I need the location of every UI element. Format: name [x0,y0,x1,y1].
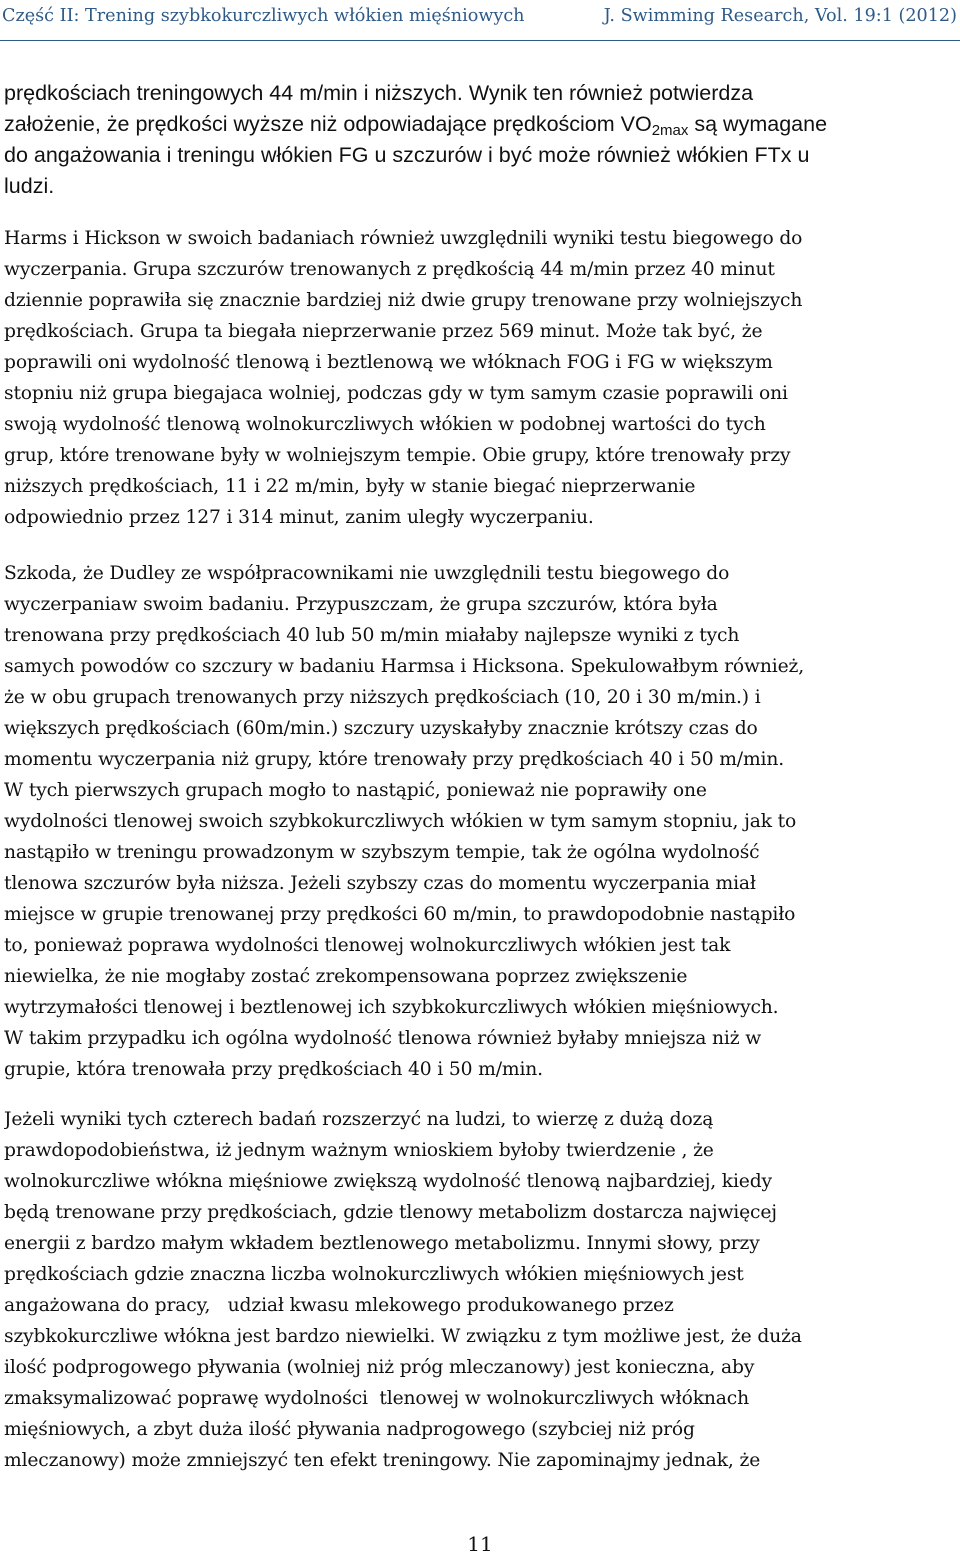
paragraph-1-line: do angażowania i treningu włókien FG u szczurów i być może również włókien FTx u [4,143,810,167]
paragraph-1 [4,78,959,202]
paragraph-4 [4,1104,959,1476]
paragraph-3-line: wydolności tlenowej swoich szybkokurczliwych włókien w tym samym stopniu, jak to [4,811,797,832]
page-number: 11 [467,1532,493,1556]
paragraph-4-line: energii z bardzo małym wkładem beztlenowego metabolizmu. Innymi słowy, przy [4,1233,760,1254]
paragraph-4-line: Jeżeli wyniki tych czterech badań rozszerzyć na ludzi, to wierzę z dużą dozą [4,1109,714,1130]
paragraph-4-line: będą trenowane przy prędkościach, gdzie tlenowy metabolizm dostarcza najwięcej [4,1202,777,1223]
paragraph-4-line: zmaksymalizować poprawę wydolności tlenowej w wolnokurczliwych włóknach [4,1388,749,1409]
header-left-title: Część II: Trening szybkokurczliwych włókien mięśniowych [2,6,525,26]
paragraph-3-line: wytrzymałości tlenowej i beztlenowej ich szybkokurczliwych włókien mięśniowych. [4,997,779,1018]
paragraph-3-line: wyczerpaniaw swoim badaniu. Przypuszczam, że grupa szczurów, która była [4,594,718,615]
running-header [2,0,957,32]
header-divider [0,40,960,41]
paragraph-3-line: Szkoda, że Dudley ze współpracownikami nie uwzględnili testu biegowego do [4,563,730,584]
paragraph-2-line: niższych prędkościach, 11 i 22 m/min, były w stanie biegać nieprzerwanie [4,476,696,497]
paragraph-3-line: to, ponieważ poprawa wydolności tlenowej wolnokurczliwych włókien jest tak [4,935,731,956]
paragraph-2-line: odpowiednio przez 127 i 314 minut, zanim uległy wyczerpaniu. [4,507,594,528]
paragraph-4-line: ilość podprogowego pływania (wolniej niż próg mleczanowy) jest konieczna, aby [4,1357,755,1378]
paragraph-1-line [4,109,959,140]
header-right-journal: J. Swimming Research, Vol. 19:1 (2012) [603,6,957,26]
paragraph-3-line: grupie, która trenowała przy prędkościach 40 i 50 m/min. [4,1059,543,1080]
paragraph-4-line: prędkościach gdzie znaczna liczba wolnokurczliwych włókien mięśniowych jest [4,1264,744,1285]
paragraph-3-line: tlenowa szczurów była niższa. Jeżeli szybszy czas do momentu wyczerpania miał [4,873,756,894]
paragraph-3-line: nastąpiło w treningu prowadzonym w szybszym tempie, tak że ogólna wydolność [4,842,760,863]
paragraph-4-line: mleczanowy) może zmniejszyć ten efekt treningowy. Nie zapominajmy jednak, że [4,1450,761,1471]
paragraph-2 [4,223,959,533]
paragraph-3 [4,558,959,1085]
paragraph-2-line: wyczerpania. Grupa szczurów trenowanych z prędkością 44 m/min przez 40 minut [4,259,775,280]
paragraph-2-line: grup, które trenowane były w wolniejszym tempie. Obie grupy, które trenowały przy [4,445,791,466]
paragraph-2-line: poprawili oni wydolność tlenową i beztlenową we włóknach FOG i FG w większym [4,352,773,373]
paragraph-2-line: dziennie poprawiła się znacznie bardziej niż dwie grupy trenowane przy wolniejszych [4,290,803,311]
paragraph-3-line: większych prędkościach (60m/min.) szczury uzyskałyby znacznie krótszy czas do [4,718,758,739]
paragraph-3-line: samych powodów co szczury w badaniu Harmsa i Hicksona. Spekulowałbym również, [4,656,804,677]
paragraph-3-line: momentu wyczerpania niż grupy, które trenowały przy prędkościach 40 i 50 m/min. [4,749,785,770]
paragraph-3-line: niewielka, że nie mogłaby zostać zrekompensowana poprzez zwiększenie [4,966,688,987]
paragraph-3-line: W tych pierwszych grupach mogło to nastąpić, ponieważ nie poprawiły one [4,780,707,801]
paragraph-3-line: trenowana przy prędkościach 40 lub 50 m/min miałaby najlepsze wyniki z tych [4,625,740,646]
paragraph-4-line: mięśniowych, a zbyt duża ilość pływania nadprogowego (szybciej niż próg [4,1419,695,1440]
paragraph-2-line: Harms i Hickson w swoich badaniach również uwzględnili wyniki testu biegowego do [4,228,803,249]
paragraph-4-line: angażowana do pracy, udział kwasu mlekowego produkowanego przez [4,1295,674,1316]
paragraph-3-line: W takim przypadku ich ogólna wydolność tlenowa również byłaby mniejsza niż w [4,1028,762,1049]
paragraph-3-line: że w obu grupach trenowanych przy niższych prędkościach (10, 20 i 30 m/min.) i [4,687,761,708]
vo2max-subscript: 2max [651,122,689,139]
paragraph-1-line: ludzi. [4,174,55,198]
paragraph-2-line: stopniu niż grupa biegajaca wolniej, podczas gdy w tym samym czasie poprawili oni [4,383,788,404]
paragraph-2-line: prędkościach. Grupa ta biegała nieprzerwanie przez 569 minut. Może tak być, że [4,321,763,342]
paragraph-2-line: swoją wydolność tlenową wolnokurczliwych włókien w podobnej wartości do tych [4,414,766,435]
paragraph-4-line: prawdopodobieństwa, iż jednym ważnym wnioskiem byłoby twierdzenie , że [4,1140,714,1161]
paragraph-1-line: prędkościach treningowych 44 m/min i niższych. Wynik ten również potwierdza [4,81,754,105]
text-run: są wymagane [688,112,828,136]
text-run: założenie, że prędkości wyższe niż odpowiadające prędkościom VO [4,112,652,136]
paragraph-4-line: szybkokurczliwe włókna jest bardzo niewielki. W związku z tym możliwe jest, że duża [4,1326,802,1347]
paragraph-4-line: wolnokurczliwe włókna mięśniowe zwiększą wydolność tlenową najbardziej, kiedy [4,1171,772,1192]
paragraph-3-line: miejsce w grupie trenowanej przy prędkości 60 m/min, to prawdopodobnie nastąpiło [4,904,796,925]
